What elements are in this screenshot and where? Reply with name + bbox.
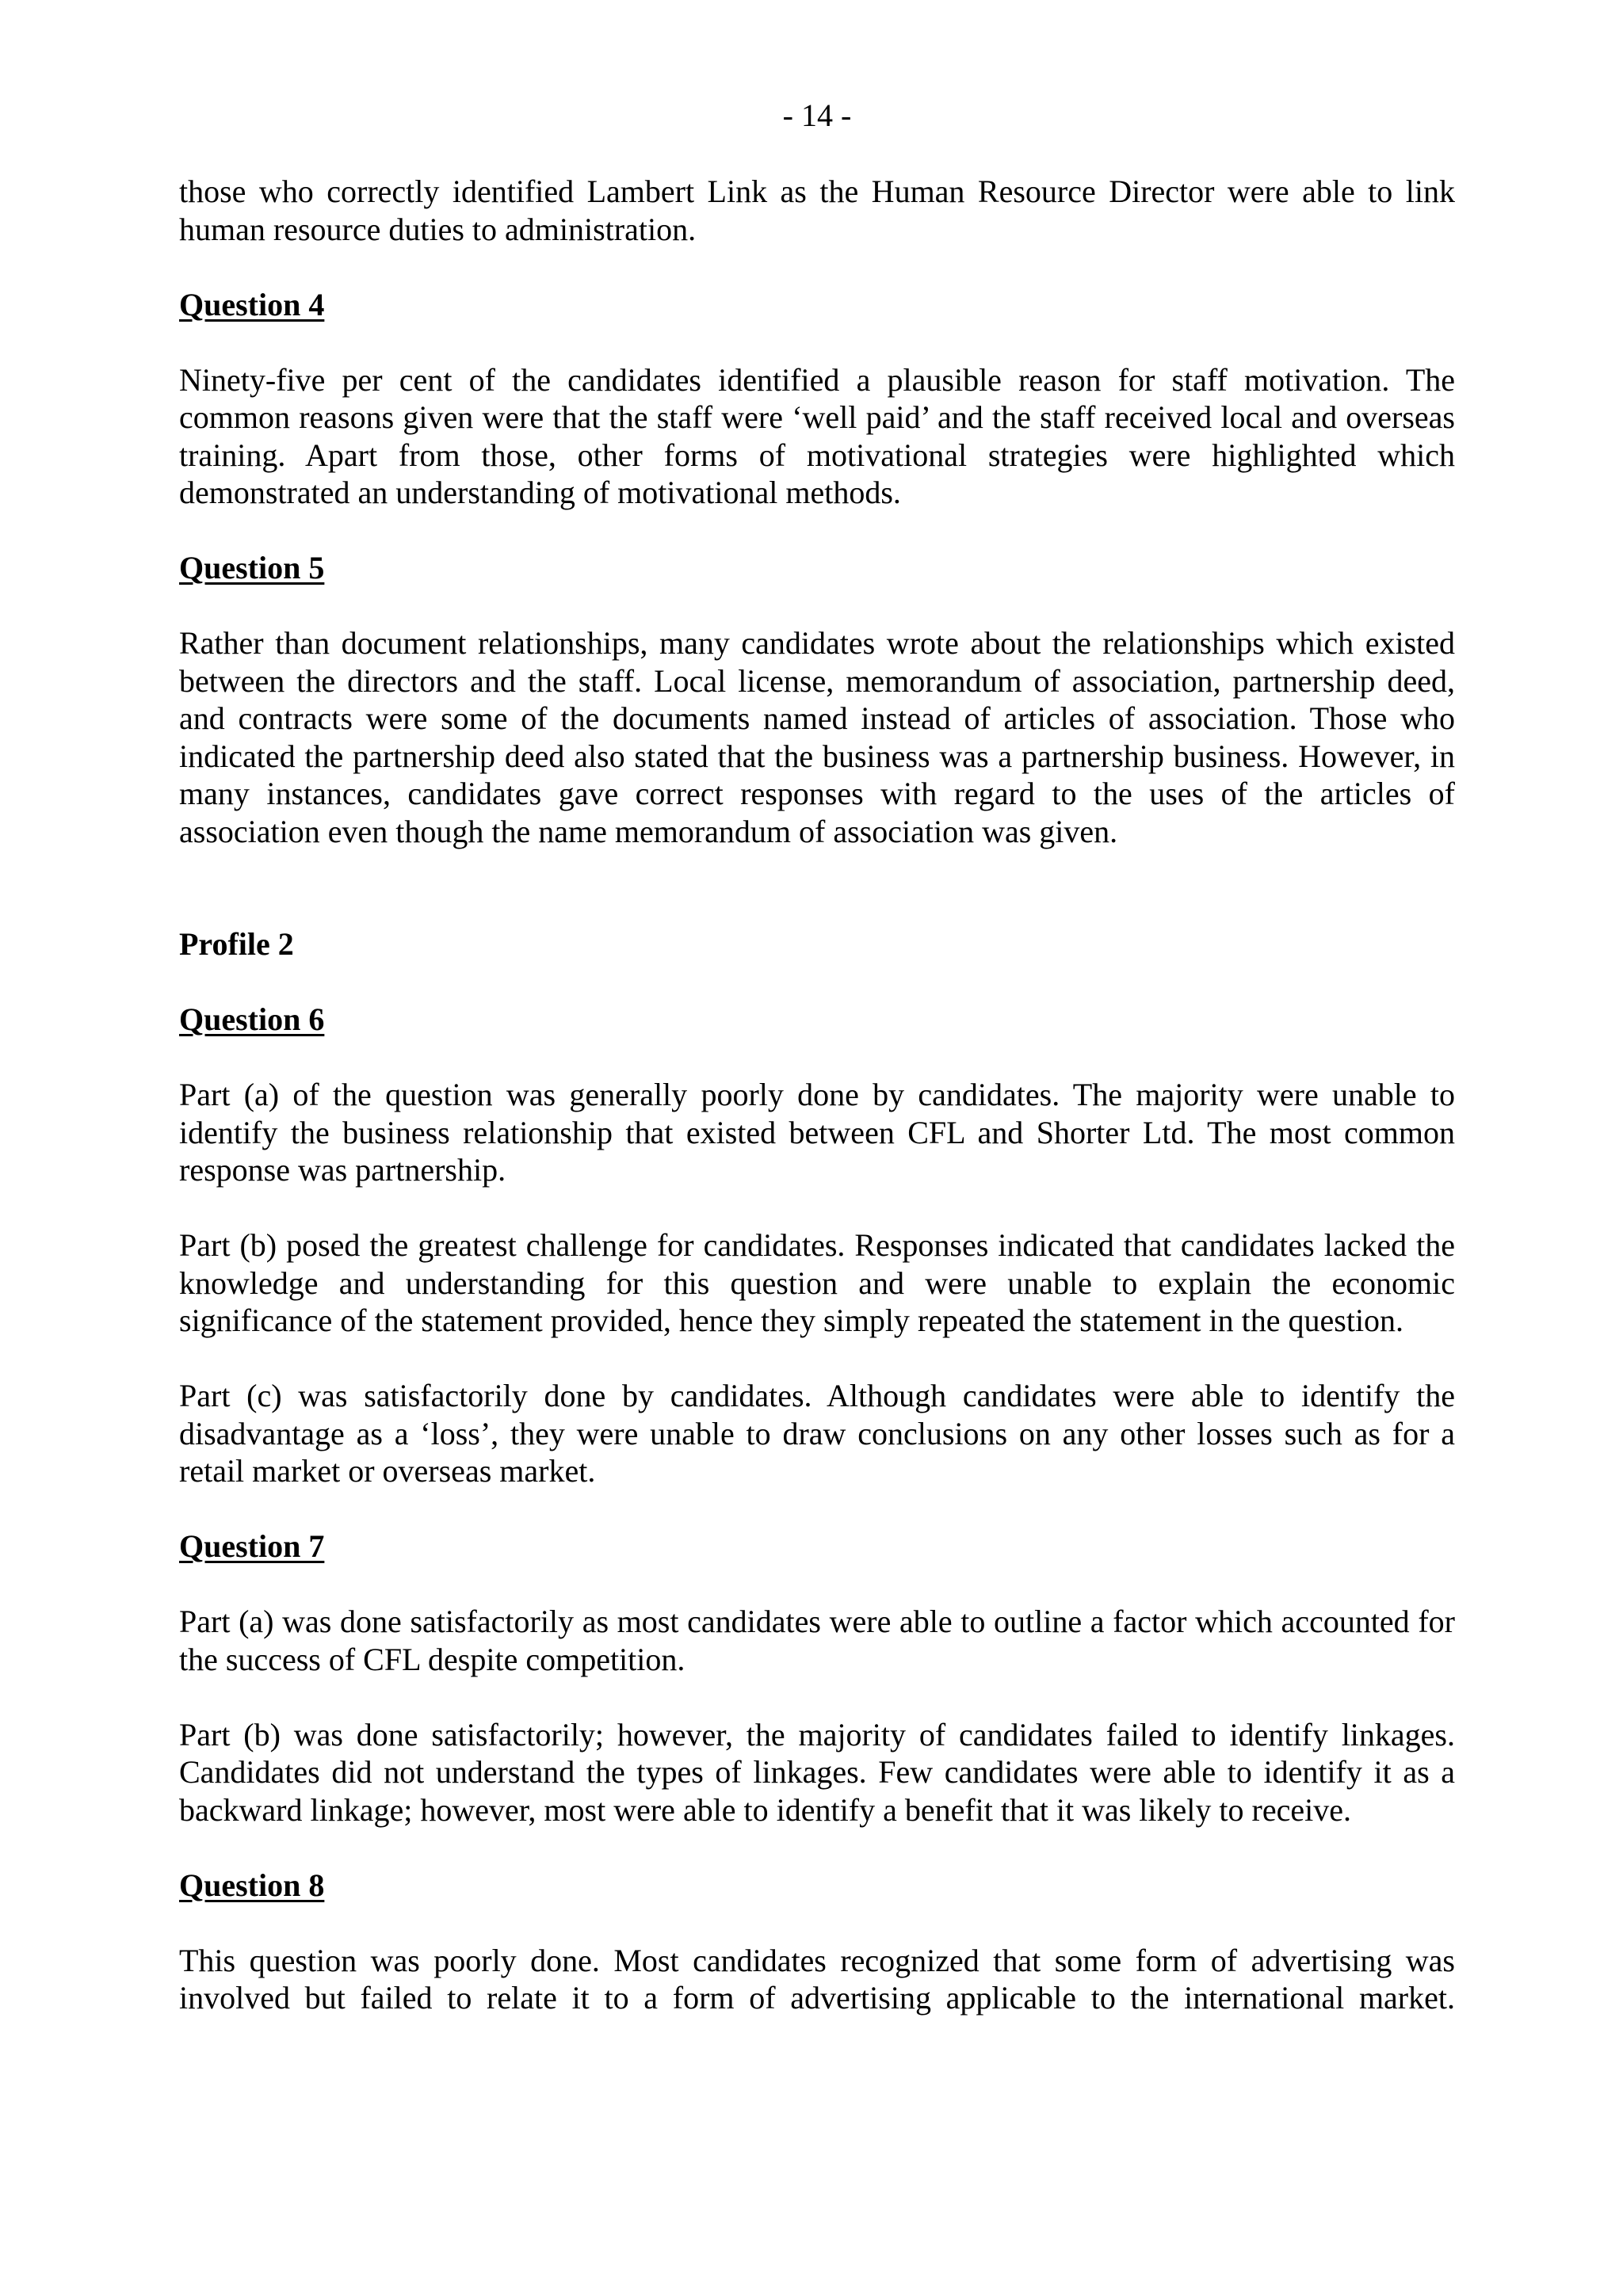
question-6-paragraph-1: Part (a) of the question was generally poorly done by candidates. The majority were unable to identify the business relationship that existed between CFL and Shorter Ltd. The most common response was partnership.: [179, 1077, 1455, 1188]
question-8-heading: Question 8: [179, 1867, 325, 1903]
question-7-section: [179, 1527, 1455, 1829]
question-7-heading: Question 7: [179, 1528, 325, 1564]
question-5-paragraph-1: Rather than document relationships, many candidates wrote about the relationships which existed between the directors and the staff. Local license, memorandum of association, partnership deed, and contracts were some of the documents named instead of articles of association. Those who indicated the partnership deed also stated that the business was a partnership business. However, in many instances, candidates gave correct responses with regard to the uses of the articles of association even though the name memorandum of association was given.: [179, 625, 1455, 849]
question-4-heading: Question 4: [179, 286, 325, 322]
question-6-paragraph-3: Part (c) was satisfactorily done by candidates. Although candidates were able to identify the disadvantage as a ‘loss’, they were unable to draw conclusions on any other losses such as for a retail market or overseas market.: [179, 1378, 1455, 1489]
question-5-section: [179, 549, 1455, 850]
question-8-paragraph-1: This question was poorly done. Most candidates recognized that some form of advertising was involved but failed to relate it to a form of advertising applicable to the international market.: [179, 1942, 1455, 2016]
profile-2-heading: Profile 2: [179, 926, 294, 962]
question-8-section: [179, 1867, 1455, 2017]
document-body: [179, 173, 1455, 2054]
question-4-section: [179, 286, 1455, 512]
question-4-paragraph-1: Ninety-five per cent of the candidates identified a plausible reason for staff motivation. The common reasons given were that the staff were ‘well paid’ and the staff received local and overseas training. Apart from those, other forms of motivational strategies were highlighted which demonstrated an understanding of motivational methods.: [179, 361, 1455, 510]
question-6-paragraph-2: Part (b) posed the greatest challenge for candidates. Responses indicated that candidates lacked the knowledge and understanding for this question and were unable to explain the economic significance of the statement provided, hence they simply repeated the statement in the question.: [179, 1227, 1455, 1338]
intro-paragraph: those who correctly identified Lambert Link as the Human Resource Director were able to link human resource duties to administration.: [179, 174, 1455, 247]
question-5-heading: Question 5: [179, 550, 325, 585]
section-spacer: [179, 888, 1455, 926]
profile-2-section: [179, 925, 1455, 963]
question-6-heading: Question 6: [179, 1001, 325, 1037]
question-7-paragraph-1: Part (a) was done satisfactorily as most candidates were able to outline a factor which accounted for the success of CFL despite competition.: [179, 1604, 1455, 1677]
question-7-paragraph-2: Part (b) was done satisfactorily; however, the majority of candidates failed to identify linkages. Candidates did not understand the types of linkages. Few candidates were able to identify it as a backward linkage; however, most were able to identify a benefit that it was likely to receive.: [179, 1716, 1455, 1828]
page-number: - 14 -: [782, 97, 852, 133]
question-6-section: [179, 1001, 1455, 1490]
